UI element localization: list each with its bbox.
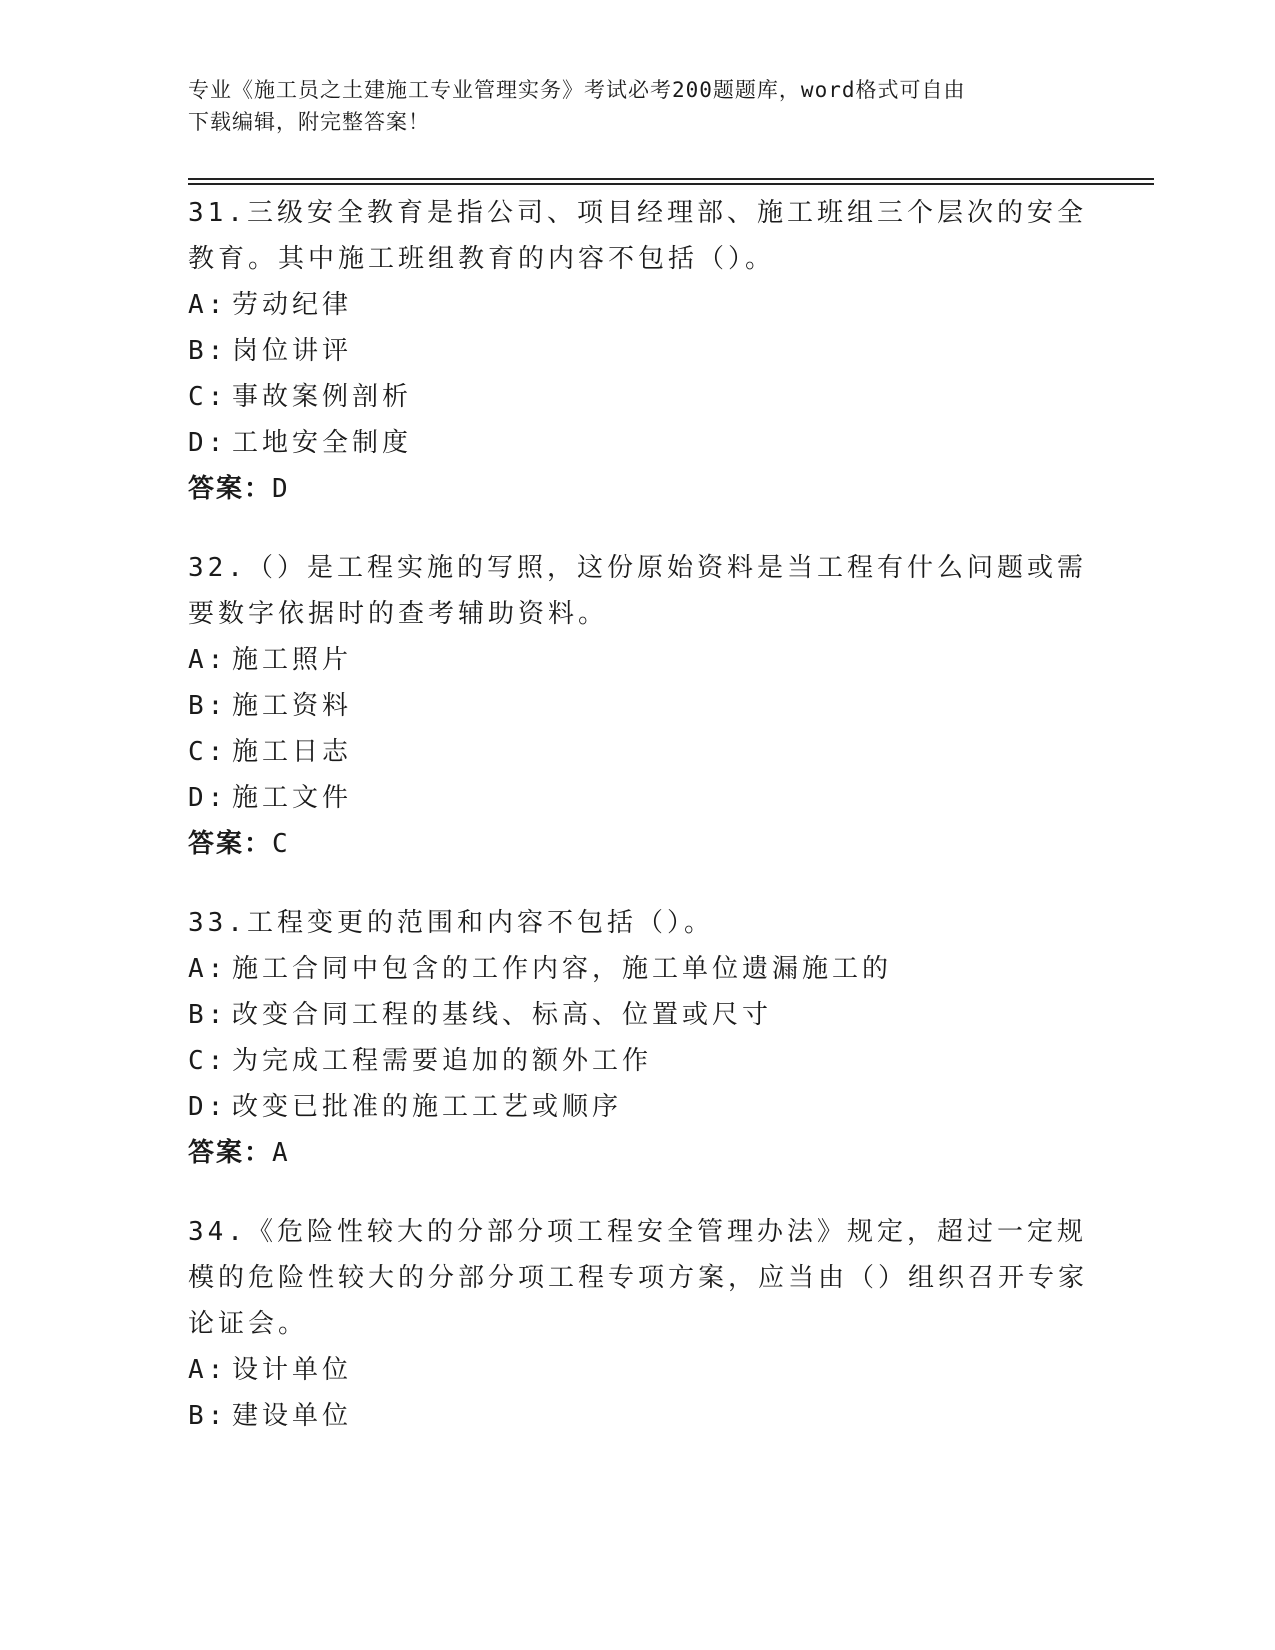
header-divider-top bbox=[188, 178, 1154, 180]
question-31 bbox=[188, 190, 1088, 512]
option-letter: C: bbox=[188, 737, 228, 767]
question-text: 34.《危险性较大的分部分项工程安全管理办法》规定，超过一定规模的危险性较大的分部分项工程专项方案，应当由（）组织召开专家论证会。 bbox=[188, 1217, 1089, 1339]
option-letter: A: bbox=[188, 645, 228, 675]
option-b bbox=[188, 328, 1088, 374]
document-header bbox=[188, 74, 1088, 138]
option-b bbox=[188, 683, 1088, 729]
header-divider-bottom bbox=[188, 183, 1154, 185]
option-letter: D: bbox=[188, 1092, 228, 1122]
option-text: 建设单位 bbox=[232, 1401, 353, 1431]
question-34 bbox=[188, 1209, 1088, 1439]
option-letter: C: bbox=[188, 1046, 228, 1076]
answer-label: 答案： bbox=[188, 474, 273, 504]
option-d bbox=[188, 1084, 1088, 1130]
header-line-1: 专业《施工员之土建施工专业管理实务》考试必考200题题库，word格式可自由 bbox=[188, 78, 966, 102]
option-letter: B: bbox=[188, 1401, 228, 1431]
option-letter: A: bbox=[188, 290, 228, 320]
answer-label: 答案： bbox=[188, 1138, 273, 1168]
option-text: 劳动纪律 bbox=[232, 290, 353, 320]
option-text: 施工合同中包含的工作内容，施工单位遗漏施工的 bbox=[232, 954, 893, 984]
option-text: 事故案例剖析 bbox=[232, 382, 413, 412]
answer-value: A bbox=[272, 1138, 290, 1168]
option-text: 施工资料 bbox=[232, 691, 353, 721]
option-text: 工地安全制度 bbox=[232, 428, 413, 458]
option-a bbox=[188, 1347, 1088, 1393]
option-c bbox=[188, 374, 1088, 420]
question-list bbox=[188, 190, 1088, 1472]
question-32 bbox=[188, 545, 1088, 867]
option-a bbox=[188, 946, 1088, 992]
option-text: 岗位讲评 bbox=[232, 336, 353, 366]
option-text: 设计单位 bbox=[232, 1355, 353, 1385]
answer-line bbox=[188, 466, 1088, 512]
option-text: 为完成工程需要追加的额外工作 bbox=[232, 1046, 653, 1076]
option-text: 改变合同工程的基线、标高、位置或尺寸 bbox=[232, 1000, 773, 1030]
question-text: 33.工程变更的范围和内容不包括（）。 bbox=[188, 908, 714, 938]
question-text: 31.三级安全教育是指公司、项目经理部、施工班组三个层次的安全教育。其中施工班组教育的内容不包括（）。 bbox=[188, 198, 1087, 274]
answer-value: D bbox=[272, 474, 290, 504]
option-d bbox=[188, 775, 1088, 821]
option-letter: B: bbox=[188, 691, 228, 721]
option-text: 施工照片 bbox=[232, 645, 353, 675]
answer-line bbox=[188, 1130, 1088, 1176]
header-line-2: 下载编辑，附完整答案！ bbox=[188, 110, 430, 134]
option-c bbox=[188, 729, 1088, 775]
question-33 bbox=[188, 900, 1088, 1176]
option-letter: B: bbox=[188, 336, 228, 366]
option-letter: A: bbox=[188, 1355, 228, 1385]
option-letter: A: bbox=[188, 954, 228, 984]
option-d bbox=[188, 420, 1088, 466]
option-letter: C: bbox=[188, 382, 228, 412]
option-b bbox=[188, 992, 1088, 1038]
option-text: 施工日志 bbox=[232, 737, 353, 767]
option-b bbox=[188, 1393, 1088, 1439]
option-a bbox=[188, 637, 1088, 683]
answer-value: C bbox=[272, 829, 290, 859]
answer-label: 答案： bbox=[188, 829, 273, 859]
option-letter: D: bbox=[188, 783, 228, 813]
option-text: 施工文件 bbox=[232, 783, 353, 813]
option-a bbox=[188, 282, 1088, 328]
option-c bbox=[188, 1038, 1088, 1084]
question-text: 32.（）是工程实施的写照，这份原始资料是当工程有什么问题或需要数字依据时的查考辅助资料。 bbox=[188, 553, 1087, 629]
option-letter: D: bbox=[188, 428, 228, 458]
option-letter: B: bbox=[188, 1000, 228, 1030]
answer-line bbox=[188, 821, 1088, 867]
option-text: 改变已批准的施工工艺或顺序 bbox=[232, 1092, 623, 1122]
